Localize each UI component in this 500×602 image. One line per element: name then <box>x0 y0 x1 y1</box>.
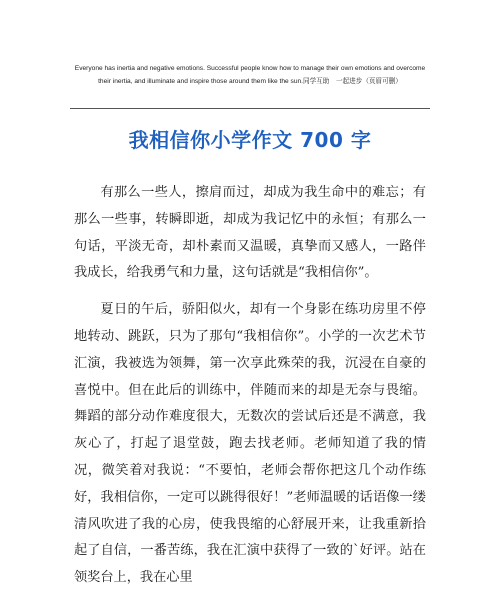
paragraph-1: 有那么一些人，擦肩而过，却成为我生命中的难忘；有那么一些事，转瞬即逝，却成为我记忆中的永恒；有那么一句话，平淡无奇，却朴素而又温暖，真挚而又感人，一路伴我成长，给我勇气和力量，这句话就是“我相信你”。 <box>74 185 426 281</box>
document-body <box>74 180 426 602</box>
header-divider <box>70 108 430 109</box>
paragraph-2: 夏日的午后，骄阳似火，却有一个身影在练功房里不停地转动、跳跃，只为了那句“我相信你”。小学的一次艺术节汇演，我被选为领舞，第一次享此殊荣的我，沉浸在自豪的喜悦中。但在此后的训练中，伴随而来的却是无奈与畏缩。舞蹈的部分动作难度很大，无数次的尝试后还是不满意，我灰心了，打起了退堂鼓，跑去找老师。老师知道了我的情况，微笑着对我说：“不要怕，老师会帮你把这几个动作练好，我相信你，一定可以跳得很好！”老师温暖的话语像一缕清风吹进了我的心房，使我畏缩的心舒展开来，让我重新拾起了自信，一番苦练，我在汇演中获得了一致的`好评。站在领奖台上，我在心里 <box>74 302 426 586</box>
document-title: 我相信你小学作文 700 字 <box>128 128 372 152</box>
page-header-note: Everyone has inertia and negative emotions. Successful people know how to manage their own emotions and overcome their inertia, and illuminate and inspire those around them like the sun.同学互助 一起进步（页眉可删） <box>74 65 426 85</box>
